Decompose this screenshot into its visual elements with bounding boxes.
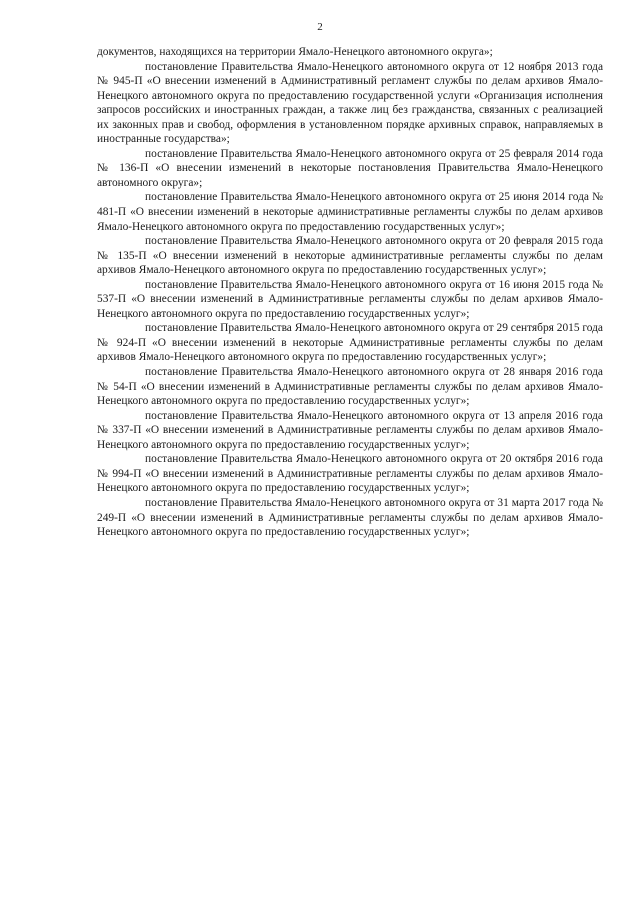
paragraph-resolution-337: постановление Правительства Ямало-Ненецкого автономного округа от 13 апреля 2016 года № 337-П «О внесении изменений в Административные регламенты службы по делам архивов Ямало-Ненецкого автономного округа по предоставлению государственных услуг»; [97, 409, 603, 451]
paragraph-resolution-249: постановление Правительства Ямало-Ненецкого автономного округа от 31 марта 2017 года № 249-П «О внесении изменений в Административные регламенты службы по делам архивов Ямало-Ненецкого автономного округа по предоставлению государственных услуг»; [97, 496, 603, 539]
paragraph-resolution-481: постановление Правительства Ямало-Ненецкого автономного округа от 25 июня 2014 года № 481-П «О внесении изменений в некоторые административные регламенты службы по делам архивов Ямало-Ненецкого автономного округа по предоставлению государственных услуг»; [97, 191, 603, 233]
paragraph-resolution-994: постановление Правительства Ямало-Ненецкого автономного округа от 20 октября 2016 года № 994-П «О внесении изменений в Административные регламенты службы по делам архивов Ямало-Ненецкого автономного округа по предоставлению государственных услуг»; [97, 453, 603, 495]
document-body [97, 45, 603, 540]
paragraph-resolution-924: постановление Правительства Ямало-Ненецкого автономного округа от 29 сентября 2015 года № 924-П «О внесении изменений в некоторые Административные регламенты службы по делам архивов Ямало-Ненецкого автономного округа по предоставлению государственных услуг»; [97, 322, 603, 364]
paragraph-resolution-136: постановление Правительства Ямало-Ненецкого автономного округа от 25 февраля 2014 года № 136-П «О внесении изменений в некоторые постановления Правительства Ямало-Ненецкого автономного округа»; [97, 147, 603, 189]
paragraph-continuation: документов, находящихся на территории Ямало-Ненецкого автономного округа»; [97, 46, 493, 58]
paragraph-resolution-945: постановление Правительства Ямало-Ненецкого автономного округа от 12 ноября 2013 года № 945-П «О внесении изменений в Административный регламент службы по делам архивов Ямало-Ненецкого автономного округа по предоставлению государственной услуги «Организация исполнения запросов российских и иностранных граждан, а также лиц без гражданства, связанных с реализацией их законных прав и свобод, оформления в установленном порядке архивных справок, направляемых в иностранные государства»; [97, 60, 603, 146]
paragraph-resolution-537: постановление Правительства Ямало-Ненецкого автономного округа от 16 июня 2015 года № 537-П «О внесении изменений в Административные регламенты службы по делам архивов Ямало-Ненецкого автономного округа по предоставлению государственных услуг»; [97, 278, 603, 320]
paragraph-resolution-135: постановление Правительства Ямало-Ненецкого автономного округа от 20 февраля 2015 года № 135-П «О внесении изменений в некоторые административные регламенты службы по делам архивов Ямало-Ненецкого автономного округа по предоставлению государственных услуг»; [97, 235, 603, 277]
paragraph-resolution-54: постановление Правительства Ямало-Ненецкого автономного округа от 28 января 2016 года № 54-П «О внесении изменений в Административные регламенты службы по делам архивов Ямало-Ненецкого автономного округа по предоставлению государственных услуг»; [97, 366, 603, 408]
page-number: 2 [317, 21, 323, 33]
